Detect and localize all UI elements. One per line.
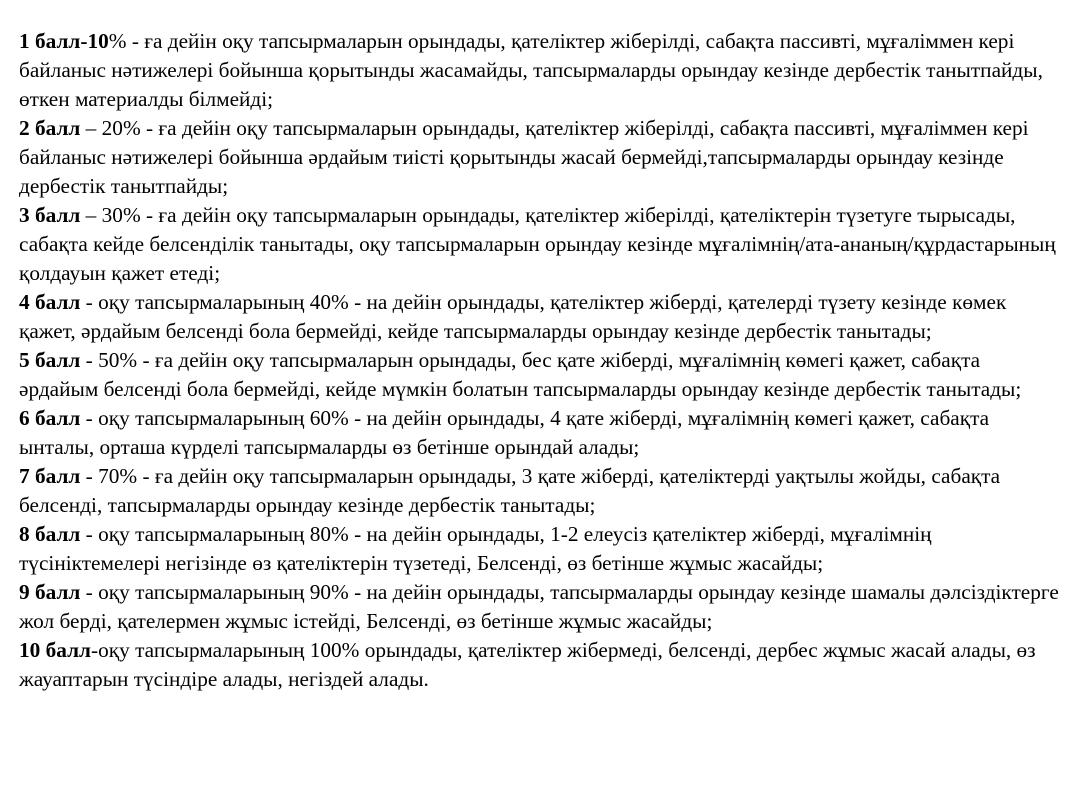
criteria-text-1: % - ға дейін оқу тапсырмаларын орындады, қателіктер жіберілді, сабақта пассивті, мұғаліммен кері байланыс нәтижелері бойынша қорытынды жасамайды, тапсырмаларды орындау кезінде дербестік танытпайды, өткен материалды білмейді; [19, 29, 1043, 111]
score-label-1: 1 балл-10 [19, 29, 109, 53]
criteria-text-10: -оқу тапсырмаларының 100% орындады, қателіктер жібермеді, белсенді, дербес жұмыс жасай алады, өз жауаптарын түсіндіре алады, негіздей алады. [19, 638, 1036, 691]
score-label-4: 4 балл [19, 290, 81, 314]
criteria-text-4: - оқу тапсырмаларының 40% - на дейін орындады, қателіктер жіберді, қателерді түзету кезінде көмек қажет, әрдайым белсенді бола бермейді, кейде тапсырмаларды орындау кезінде дербестік танытады; [19, 290, 1007, 343]
criteria-text-9: - оқу тапсырмаларының 90% - на дейін орындады, тапсырмаларды орындау кезінде шамалы дәлсіздіктерге жол берді, қателермен жұмыс істейді, Белсенді, өз бетінше жұмыс жасайды; [19, 580, 1059, 633]
criteria-item-7 [19, 462, 1063, 520]
score-label-7: 7 балл [19, 464, 81, 488]
score-label-9: 9 балл [19, 580, 81, 604]
score-label-3: 3 балл [19, 203, 81, 227]
criteria-text-5: - 50% - ға дейін оқу тапсырмаларын орындады, бес қате жіберді, мұғалімнің көмегі қажет, сабақта әрдайым белсенді бола бермейді, кейде мүмкін болатын тапсырмаларды орындау кезінде дербестік танытады; [19, 348, 1022, 401]
criteria-text-7: - 70% - ға дейін оқу тапсырмаларын орындады, 3 қате жіберді, қателіктерді уақтылы жойды, сабақта белсенді, тапсырмаларды орындау кезінде дербестік танытады; [19, 464, 1001, 517]
criteria-item-10 [19, 636, 1063, 694]
criteria-item-6 [19, 404, 1063, 462]
score-label-6: 6 балл [19, 406, 81, 430]
criteria-item-9 [19, 578, 1063, 636]
criteria-text-8: - оқу тапсырмаларының 80% - на дейін орындады, 1-2 елеусіз қателіктер жіберді, мұғалімнің түсініктемелері негізінде өз қателіктерін түзетеді, Белсенді, өз бетінше жұмыс жасайды; [19, 522, 932, 575]
score-label-10: 10 балл [19, 638, 92, 662]
criteria-item-2 [19, 114, 1063, 201]
criteria-item-8 [19, 520, 1063, 578]
criteria-item-3 [19, 201, 1063, 288]
score-label-2: 2 балл [19, 116, 81, 140]
score-label-5: 5 балл [19, 348, 81, 372]
criteria-item-5 [19, 346, 1063, 404]
criteria-text-3: – 30% - ға дейін оқу тапсырмаларын орындады, қателіктер жіберілді, қателіктерін түзетуге тырысады, сабақта кейде белсенділік танытады, оқу тапсырмаларын орындау кезінде мұғалімнің/ата-ананың/құрдастарының қолдауын қажет етеді; [19, 203, 1056, 285]
criteria-item-1 [19, 27, 1063, 114]
criteria-text-6: - оқу тапсырмаларының 60% - на дейін орындады, 4 қате жіберді, мұғалімнің көмегі қажет, сабақта ынталы, орташа күрделі тапсырмаларды өз бетінше орындай алады; [19, 406, 990, 459]
score-label-8: 8 балл [19, 522, 81, 546]
criteria-text-2: – 20% - ға дейін оқу тапсырмаларын орындады, қателіктер жіберілді, сабақта пассивті, мұғаліммен кері байланыс нәтижелері бойынша әрдайым тиісті қорытынды жасай бермейді,тапсырмаларды орындау кезінде дербестік танытпайды; [19, 116, 1029, 198]
criteria-item-4 [19, 288, 1063, 346]
